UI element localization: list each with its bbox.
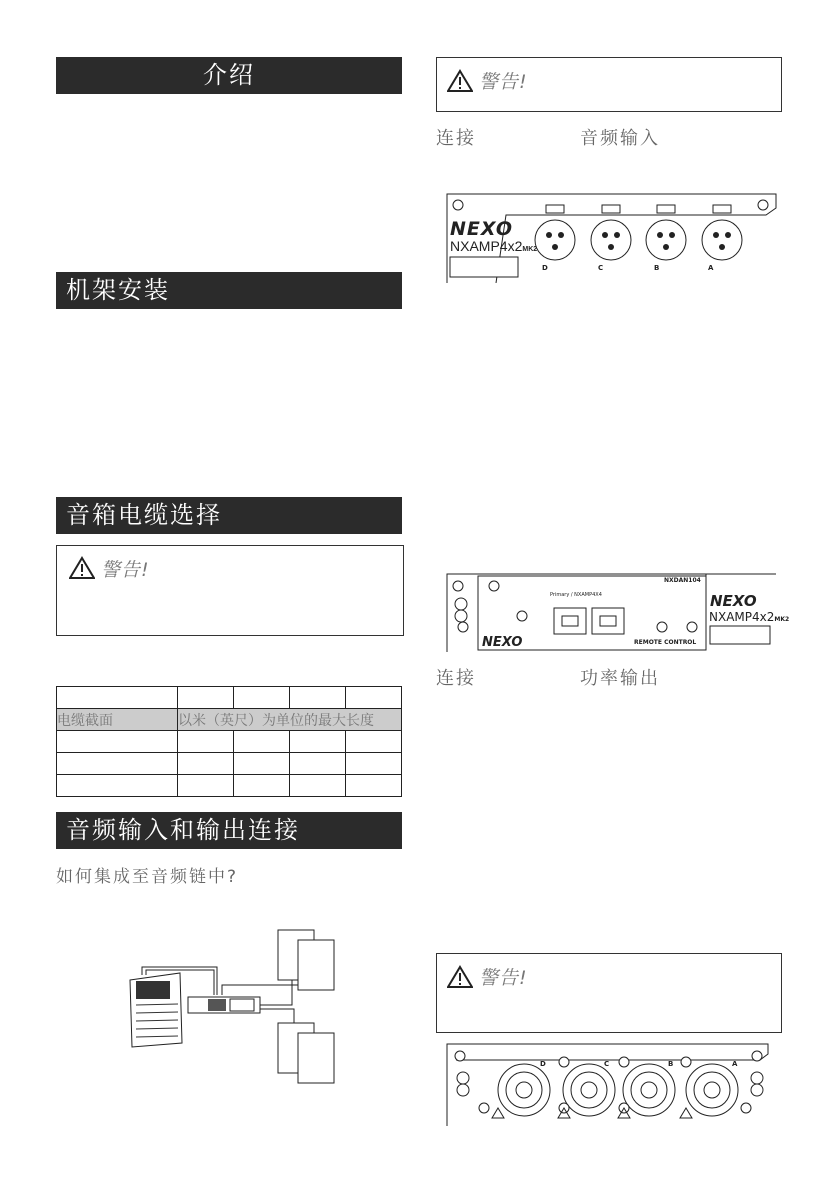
- cable-length-table: [56, 686, 402, 797]
- section-bar-io: [56, 812, 402, 849]
- warning-label: 警告!: [479, 71, 528, 93]
- network-port-label: Primary / NXAMP4X4: [550, 592, 602, 598]
- section-title-rack: 机架安装: [66, 276, 170, 304]
- subhead-power-output: 功率输出: [580, 668, 660, 689]
- channel-label-c: C: [598, 264, 604, 272]
- amplifier-icon: [188, 997, 260, 1013]
- section-bar-cable: [56, 497, 402, 534]
- warning-icon: [69, 556, 95, 580]
- channel-label-a: A: [732, 1060, 738, 1068]
- subhead-audio-input: 音频输入: [580, 128, 660, 149]
- warning-box-top: [436, 57, 782, 112]
- model-text: NXAMP4x2: [450, 238, 523, 254]
- model-name: [709, 610, 789, 624]
- section-bar-rack: [56, 272, 402, 309]
- subhead-connect-output: 连接: [436, 668, 476, 689]
- section-title-intro: 介绍: [203, 61, 255, 89]
- card-brand-logo: NEXO: [482, 635, 523, 650]
- subhead-integrate: 如何集成至音频链中?: [56, 867, 239, 887]
- remote-control-label: REMOTE CONTROL: [634, 639, 697, 646]
- model-suffix: MK2: [774, 616, 790, 623]
- channel-label-d: D: [540, 1060, 546, 1068]
- input-panel: [446, 193, 780, 283]
- model-text: NXAMP4x2: [709, 610, 775, 624]
- brand-logo: NEXO: [710, 592, 757, 610]
- output-panel: [446, 1042, 772, 1126]
- channel-label-b: B: [654, 264, 660, 272]
- warning-label: 警告!: [101, 559, 150, 581]
- network-card-panel: [446, 572, 790, 652]
- warning-box-bottom: [436, 953, 782, 1033]
- subhead-connect-input: 连接: [436, 128, 476, 149]
- section-bar-intro: [56, 57, 402, 94]
- output-panel-outline: [446, 1042, 772, 1126]
- signal-chain-diagram: [122, 925, 342, 1090]
- card-name: NXDAN104: [664, 577, 701, 584]
- brand-logo: NEXO: [450, 218, 514, 240]
- warning-box-cable: [56, 545, 404, 636]
- model-name: [450, 238, 537, 254]
- channel-label-a: A: [708, 264, 714, 272]
- warning-icon: [447, 965, 473, 989]
- channel-label-c: C: [604, 1060, 610, 1068]
- warning-icon: [447, 69, 473, 93]
- channel-label-b: B: [668, 1060, 674, 1068]
- section-title-cable: 音箱电缆选择: [66, 501, 222, 529]
- section-title-io: 音频输入和输出连接: [66, 816, 300, 844]
- channel-label-d: D: [542, 264, 548, 272]
- speaker-icon: [278, 930, 334, 1083]
- table-header-cross-section: 电缆截面: [57, 709, 178, 731]
- table-header-max-length: 以米（英尺）为单位的最大长度: [178, 709, 402, 731]
- model-suffix: MK2: [522, 246, 538, 253]
- warning-label: 警告!: [479, 967, 528, 989]
- mixer-console-icon: [130, 973, 182, 1047]
